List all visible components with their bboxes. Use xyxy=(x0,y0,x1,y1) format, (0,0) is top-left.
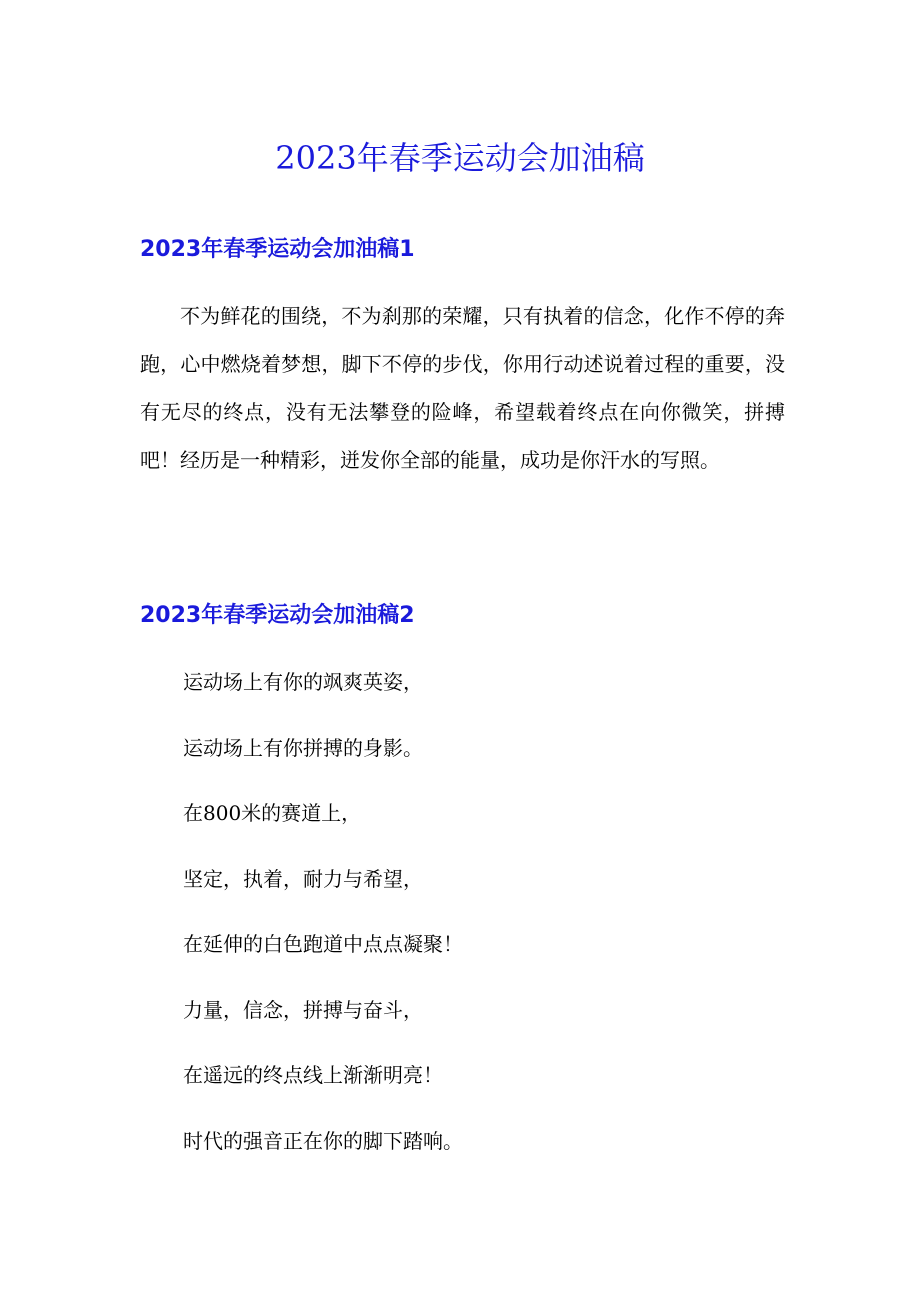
section-heading-1: 2023年春季运动会加油稿1 xyxy=(140,237,415,262)
poem-line: 运动场上有你的飒爽英姿， xyxy=(183,670,423,694)
poem-line: 时代的强音正在你的脚下踏响。 xyxy=(183,1129,463,1153)
poem-line: 坚定，执着，耐力与希望， xyxy=(183,867,423,891)
poem-line: 运动场上有你拼搏的身影。 xyxy=(183,736,423,760)
document-title: 2023年春季运动会加油稿 xyxy=(275,139,645,177)
poem-line: 在800米的赛道上， xyxy=(183,801,362,825)
section-heading-2: 2023年春季运动会加油稿2 xyxy=(140,603,415,628)
section-1-paragraph: 不为鲜花的围绕，不为刹那的荣耀，只有执着的信念，化作不停的奔跑，心中燃烧着梦想，脚下不停的步伐，你用行动述说着过程的重要，没有无尽的终点，没有无法攀登的险峰，希望载着终点在向你微笑，拼搏吧！经历是一种精彩，迸发你全部的能量，成功是你汗水的写照。 xyxy=(140,304,785,472)
poem-line: 在遥远的终点线上渐渐明亮！ xyxy=(183,1063,443,1087)
poem-line: 力量，信念，拼搏与奋斗， xyxy=(183,998,423,1022)
poem-line: 在延伸的白色跑道中点点凝聚！ xyxy=(183,932,463,956)
